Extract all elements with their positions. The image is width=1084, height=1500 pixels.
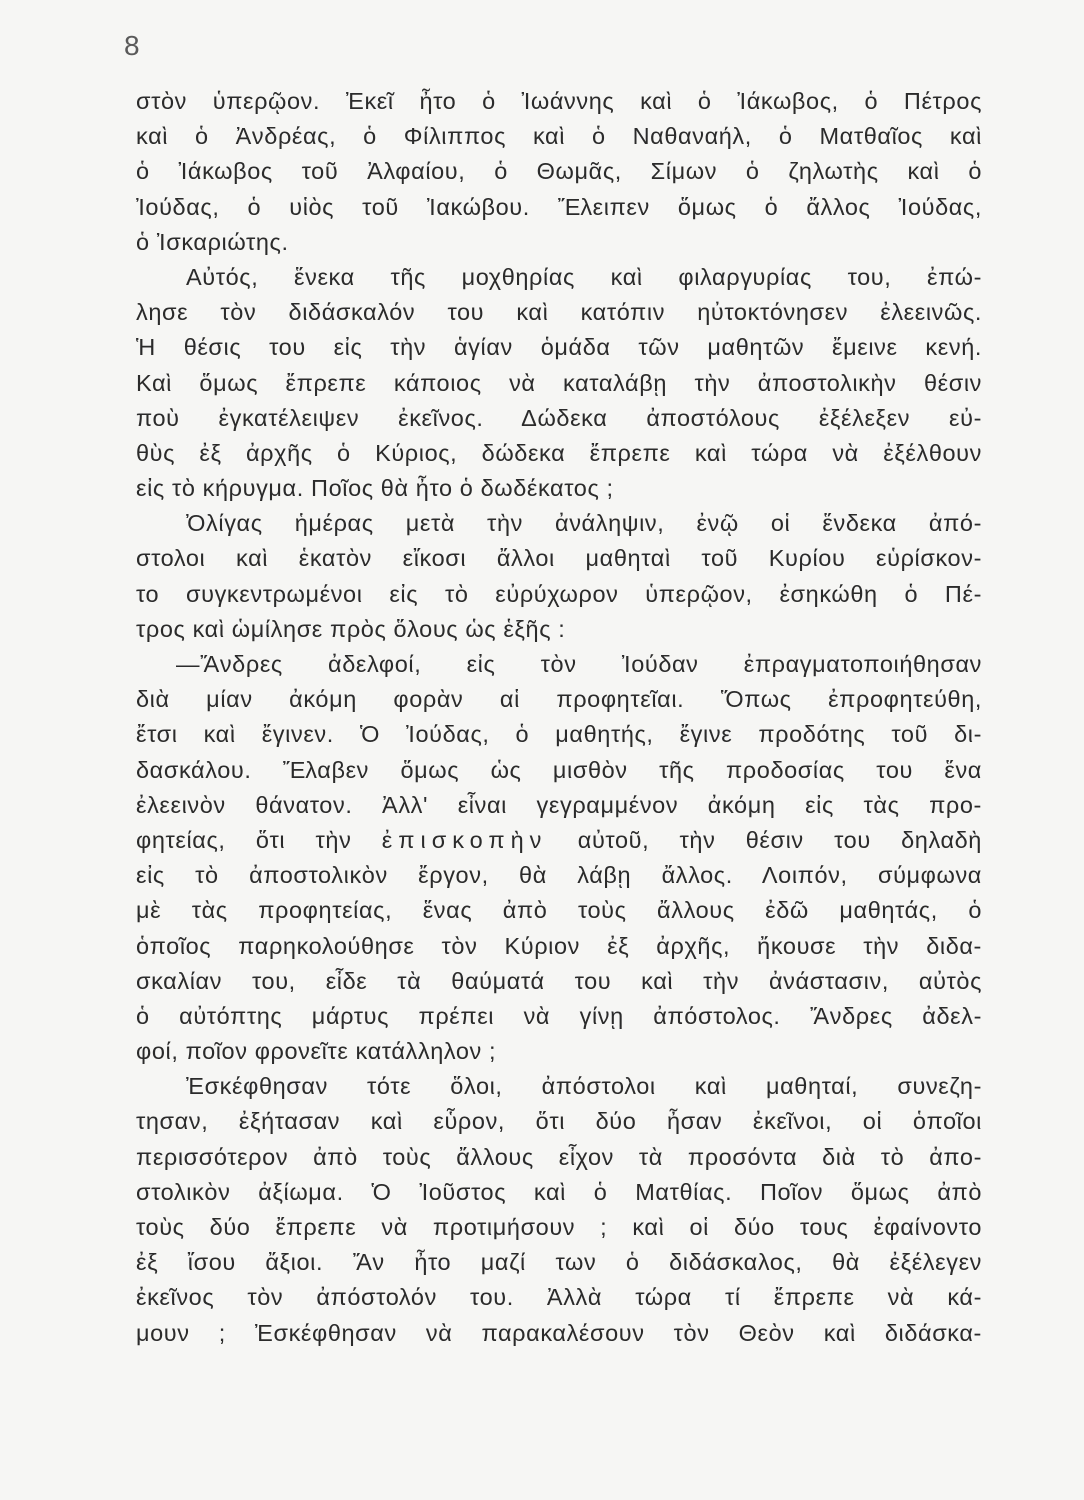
text-line-content: ἔτσι καὶ ἔγινεν. Ὁ Ἰούδας, ὁ μαθητής, ἔγινε προδότης τοῦ δι- xyxy=(136,721,982,748)
text-line xyxy=(136,471,982,506)
text-line xyxy=(136,401,982,436)
text-line-content: ὁ αὐτόπτης μάρτυς πρέπει νὰ γίνῃ ἀπόστολος. Ἄνδρες ἀδελ- xyxy=(136,1002,982,1029)
text-line-content: εἰς τὸ ἀποστολικὸν ἔργον, θὰ λάβῃ ἄλλος. Λοιπόν, σύμφωνα xyxy=(136,862,982,889)
text-line xyxy=(136,506,982,541)
text-line xyxy=(136,84,982,119)
text-line xyxy=(136,366,982,401)
text-line-content: στολοι καὶ ἑκατὸν εἴκοσι ἄλλοι μαθηταὶ τοῦ Κυρίου εὑρίσκον- xyxy=(136,545,982,572)
text-line-content: Ἰούδας, ὁ υἱὸς τοῦ Ἰακώβου. Ἔλειπεν ὅμως ὁ ἄλλος Ἰούδας, xyxy=(136,193,982,220)
text-line-content: φοί, ποῖον φρονεῖτε κατάλληλον ; xyxy=(136,1038,497,1065)
text-line-content: ὁποῖος παρηκολούθησε τὸν Κύριον ἐξ ἀρχῆς, ἤκουσε τὴν διδα- xyxy=(136,932,982,959)
text-line-content: μουν ; Ἐσκέφθησαν νὰ παρακαλέσουν τὸν Θεὸν καὶ διδάσκα- xyxy=(136,1319,982,1346)
text-line-content: περισσότερον ἀπὸ τοὺς ἄλλους εἶχον τὰ προσόντα διὰ τὸ ἀπο- xyxy=(136,1143,982,1170)
text-line-content: διὰ μίαν ἀκόμη φορὰν αἱ προφητεῖαι. Ὅπως ἐπροφητεύθη, xyxy=(136,686,982,713)
text-line-content: στολικὸν ἀξίωμα. Ὁ Ἰοῦστος καὶ ὁ Ματθίας. Ποῖον ὅμως ἀπὸ xyxy=(136,1178,982,1205)
text-line xyxy=(136,1316,982,1351)
text-line xyxy=(136,436,982,471)
text-line xyxy=(136,1104,982,1139)
text-line-content: ὁ Ἰάκωβος τοῦ Ἀλφαίου, ὁ Θωμᾶς, Σίμων ὁ ζηλωτὴς καὶ ὁ xyxy=(136,158,982,185)
text-line-content: ἐλεεινὸν θάνατον. Ἀλλ' εἶναι γεγραμμένον ἀκόμη εἰς τὰς προ- xyxy=(136,791,982,818)
text-line-content: καὶ ὁ Ἀνδρέας, ὁ Φίλιππος καὶ ὁ Ναθαναήλ, ὁ Ματθαῖος καὶ xyxy=(136,123,982,150)
text-line-content: Ἐσκέφθησαν τότε ὅλοι, ἀπόστολοι καὶ μαθηταί, συνεζη- xyxy=(186,1073,982,1100)
text-line xyxy=(136,1140,982,1175)
text-line xyxy=(136,788,982,823)
text-line-content: ὁ Ἰσκαριώτης. xyxy=(136,228,289,255)
text-line-content: ἐκεῖνος τὸν ἀπόστολόν του. Ἀλλὰ τώρα τί ἔπρεπε νὰ κά- xyxy=(136,1284,982,1311)
text-line-content: θὺς ἐξ ἀρχῆς ὁ Κύριος, δώδεκα ἔπρεπε καὶ τώρα νὰ ἐξέλθουν xyxy=(136,439,982,466)
text-line xyxy=(136,999,982,1034)
text-line xyxy=(136,190,982,225)
text-line xyxy=(136,647,982,682)
text-line xyxy=(136,260,982,295)
text-line xyxy=(136,1245,982,1280)
text-line-content: Αὐτός, ἕνεκα τῆς μοχθηρίας καὶ φιλαργυρίας του, ἐπώ- xyxy=(186,263,982,290)
text-line xyxy=(136,1175,982,1210)
body-text xyxy=(136,84,982,1351)
emphasized-word: ἐπισκοπὴν xyxy=(381,826,548,853)
text-line xyxy=(136,717,982,752)
text-line xyxy=(136,119,982,154)
text-line xyxy=(136,612,982,647)
text-line-content: μὲ τὰς προφητείας, ἕνας ἀπὸ τοὺς ἄλλους ἐδῶ μαθητάς, ὁ xyxy=(136,897,982,924)
text-line-content: ποὺ ἐγκατέλειψεν ἐκεῖνος. Δώδεκα ἀποστόλους ἐξέλεξεν εὐ- xyxy=(136,404,982,431)
text-line-content: εἰς τὸ κήρυγμα. Ποῖος θὰ ἦτο ὁ δωδέκατος ; xyxy=(136,475,614,502)
text-line xyxy=(136,541,982,576)
text-line-content: στὸν ὑπερῷον. Ἐκεῖ ἦτο ὁ Ἰωάννης καὶ ὁ Ἰάκωβος, ὁ Πέτρος xyxy=(136,88,982,114)
text-line-content: —Ἄνδρες ἀδελφοί, εἰς τὸν Ἰούδαν ἐπραγματοποιήθησαν xyxy=(176,651,982,677)
text-line xyxy=(136,295,982,330)
text-line-content: Ὀλίγας ἡμέρας μετὰ τὴν ἀνάληψιν, ἐνῷ οἱ ἕνδεκα ἀπό- xyxy=(186,510,982,537)
text-line-content: το συγκεντρωμένοι εἰς τὸ εὐρύχωρον ὑπερῷον, ἐσηκώθη ὁ Πέ- xyxy=(136,580,982,607)
text-line-content: σκαλίαν του, εἶδε τὰ θαύματά του καὶ τὴν ἀνάστασιν, αὐτὸς xyxy=(136,967,982,994)
text-line-content: τρος καὶ ὡμίλησε πρὸς ὅλους ὡς ἑξῆς : xyxy=(136,615,566,642)
text-line xyxy=(136,893,982,928)
text-line xyxy=(136,1210,982,1245)
text-line-content: δασκάλου. Ἔλαβεν ὅμως ὡς μισθὸν τῆς προδοσίας του ἕνα xyxy=(136,756,982,783)
text-line xyxy=(136,929,982,964)
text-line-content: αὐτοῦ, τὴν θέσιν του δηλαδὴ xyxy=(577,826,982,853)
text-line xyxy=(136,858,982,893)
text-line xyxy=(136,1034,982,1069)
text-line-content: Καὶ ὅμως ἔπρεπε κάποιος νὰ καταλάβῃ τὴν ἀποστολικὴν θέσιν xyxy=(136,369,982,396)
text-line xyxy=(136,225,982,260)
text-line-content: λησε τὸν διδάσκαλόν του καὶ κατόπιν ηὐτοκτόνησεν ἐλεεινῶς. xyxy=(136,299,982,326)
text-line-content: τοὺς δύο ἔπρεπε νὰ προτιμήσουν ; καὶ οἱ δύο τους ἐφαίνοντο xyxy=(136,1214,982,1240)
text-line xyxy=(136,753,982,788)
text-line xyxy=(136,964,982,999)
text-line xyxy=(136,682,982,717)
text-line xyxy=(136,154,982,189)
text-line xyxy=(136,823,982,858)
text-line xyxy=(136,1280,982,1315)
text-line-content: Ἡ θέσις του εἰς τὴν ἁγίαν ὁμάδα τῶν μαθητῶν ἔμεινε κενή. xyxy=(136,334,982,361)
text-line xyxy=(136,1069,982,1104)
text-line-content: ἐξ ἴσου ἄξιοι. Ἄν ἦτο μαζί των ὁ διδάσκαλος, θὰ ἐξέλεγεν xyxy=(136,1249,982,1276)
text-line xyxy=(136,330,982,365)
page-number: 8 xyxy=(124,30,140,61)
text-line-content: τησαν, ἐξήτασαν καὶ εὗρον, ὅτι δύο ἦσαν ἐκεῖνοι, οἱ ὁποῖοι xyxy=(136,1108,982,1135)
text-line-content: φητείας, ὅτι τὴν xyxy=(136,826,352,853)
text-line xyxy=(136,577,982,612)
